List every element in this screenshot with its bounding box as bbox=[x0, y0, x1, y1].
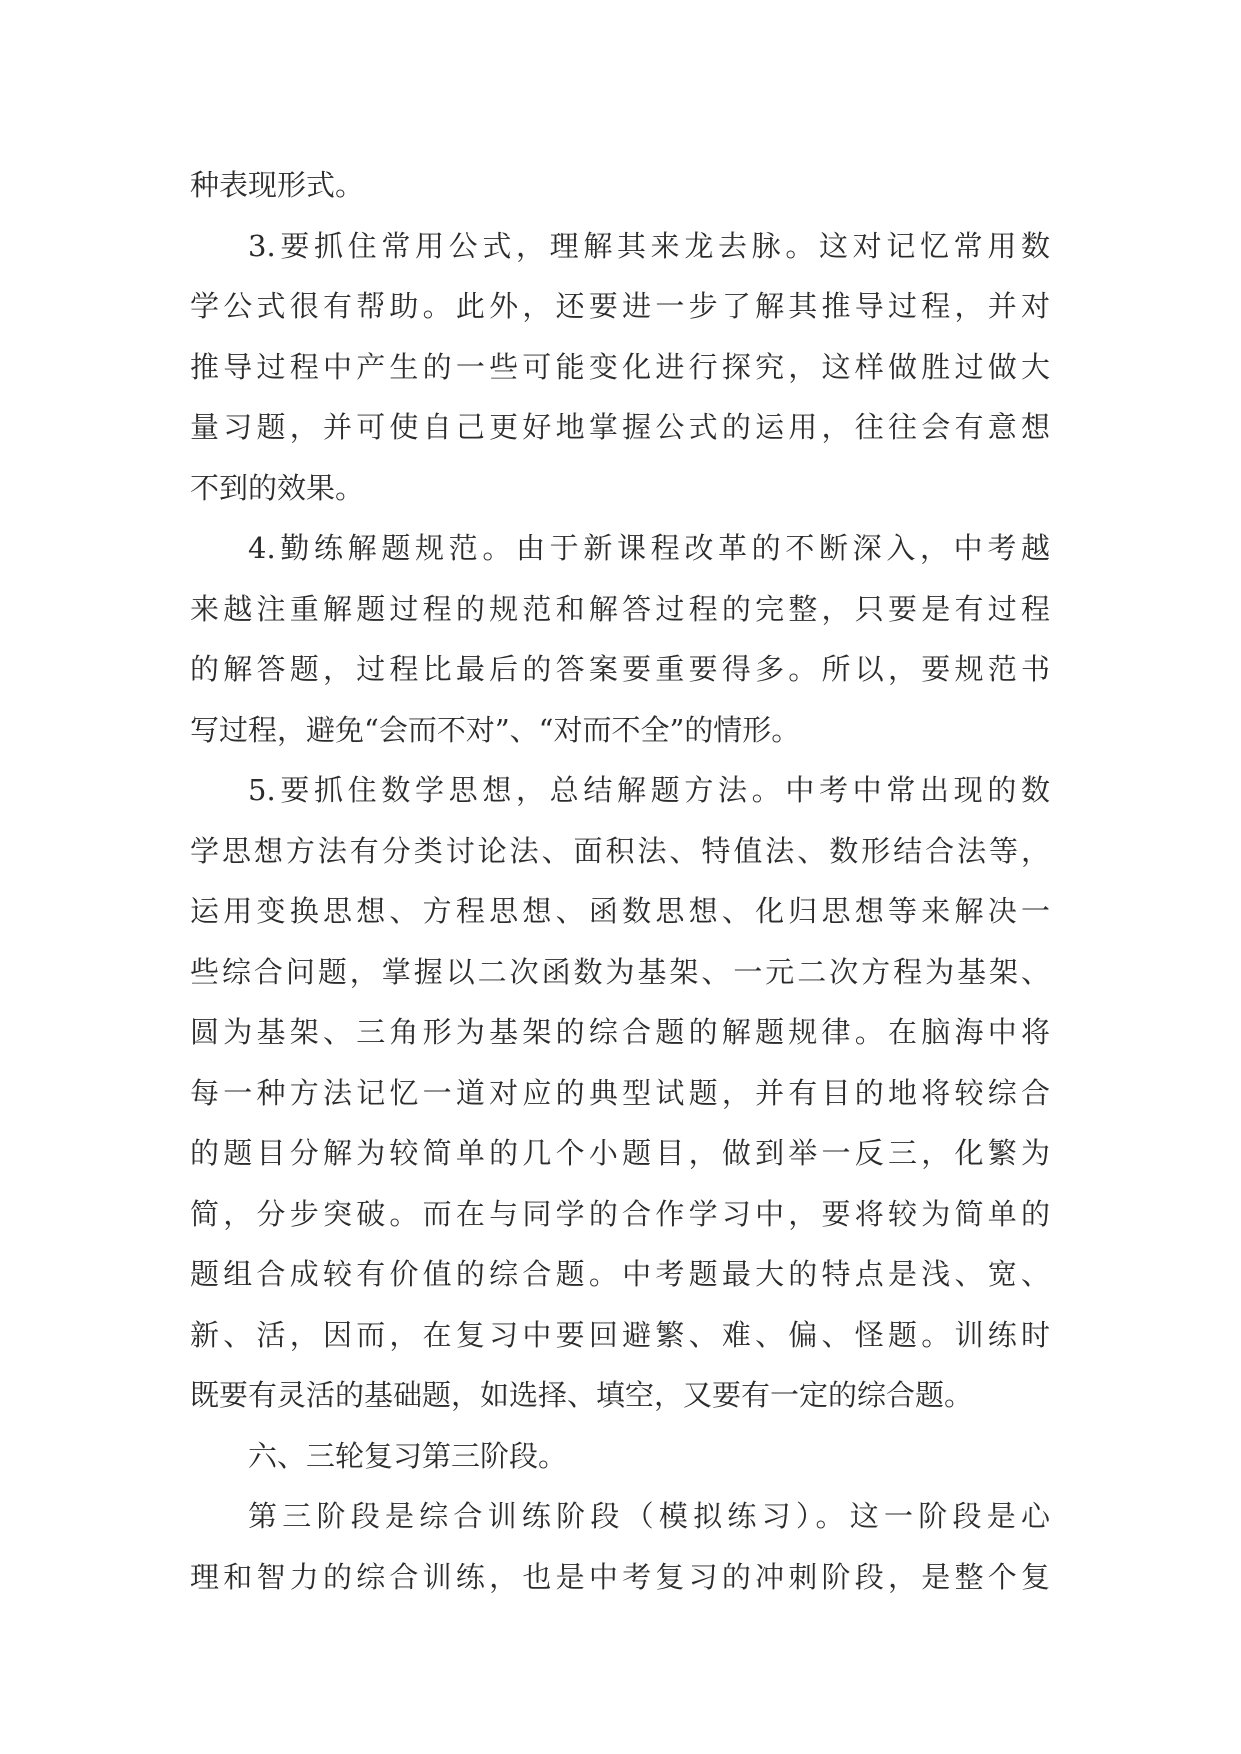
section-heading: 六、三轮复习第三阶段。 bbox=[248, 1438, 568, 1473]
text-line: 圆为基架、三角形为基架的综合题的解题规律。在脑海中将 bbox=[190, 1015, 1050, 1049]
text-line: 写过程，避免“会而不对”、“对而不全”的情形。 bbox=[190, 712, 801, 747]
text-line: 种表现形式。 bbox=[190, 168, 365, 202]
text-line: 量习题，并可使自己更好地掌握公式的运用，往往会有意想 bbox=[190, 410, 1050, 444]
text-line: 每一种方法记忆一道对应的典型试题，并有目的地将较综合 bbox=[190, 1075, 1050, 1110]
text-line: 运用变换思想、方程思想、函数思想、化归思想等来解决一 bbox=[190, 894, 1050, 928]
text-line: 些综合问题，掌握以二次函数为基架、一元二次方程为基架、 bbox=[190, 954, 1050, 989]
text-line: 理和智力的综合训练，也是中考复习的冲刺阶段，是整个复 bbox=[190, 1559, 1050, 1594]
text-line: 的题目分解为较简单的几个小题目，做到举一反三，化繁为 bbox=[190, 1136, 1050, 1170]
paragraph-3-first-line: 3.要抓住常用公式，理解其来龙去脉。这对记忆常用数 bbox=[248, 228, 1050, 263]
paragraph-4-first-line: 4.勤练解题规范。由于新课程改革的不断深入，中考越 bbox=[248, 531, 1050, 565]
paragraph-6-first-line: 第三阶段是综合训练阶段（模拟练习）。这一阶段是心 bbox=[248, 1499, 1050, 1533]
body-text bbox=[190, 155, 1050, 1607]
text-line: 题组合成较有价值的综合题。中考题最大的特点是浅、宽、 bbox=[190, 1257, 1050, 1291]
text-line: 的解答题，过程比最后的答案要重要得多。所以，要规范书 bbox=[190, 652, 1050, 686]
text-line: 既要有灵活的基础题，如选择、填空，又要有一定的综合题。 bbox=[190, 1378, 974, 1412]
text-line: 新、活，因而，在复习中要回避繁、难、偏、怪题。训练时 bbox=[190, 1317, 1050, 1352]
text-line: 来越注重解题过程的规范和解答过程的完整，只要是有过程 bbox=[190, 591, 1050, 626]
text-line: 学公式很有帮助。此外，还要进一步了解其推导过程，并对 bbox=[190, 289, 1050, 323]
text-line: 学思想方法有分类讨论法、面积法、特值法、数形结合法等， bbox=[190, 833, 1050, 868]
text-line: 简，分步突破。而在与同学的合作学习中，要将较为简单的 bbox=[190, 1196, 1050, 1231]
text-line: 不到的效果。 bbox=[190, 470, 365, 505]
text-line: 推导过程中产生的一些可能变化进行探究，这样做胜过做大 bbox=[190, 349, 1050, 384]
paragraph-5-first-line: 5.要抓住数学思想，总结解题方法。中考中常出现的数 bbox=[248, 773, 1050, 807]
